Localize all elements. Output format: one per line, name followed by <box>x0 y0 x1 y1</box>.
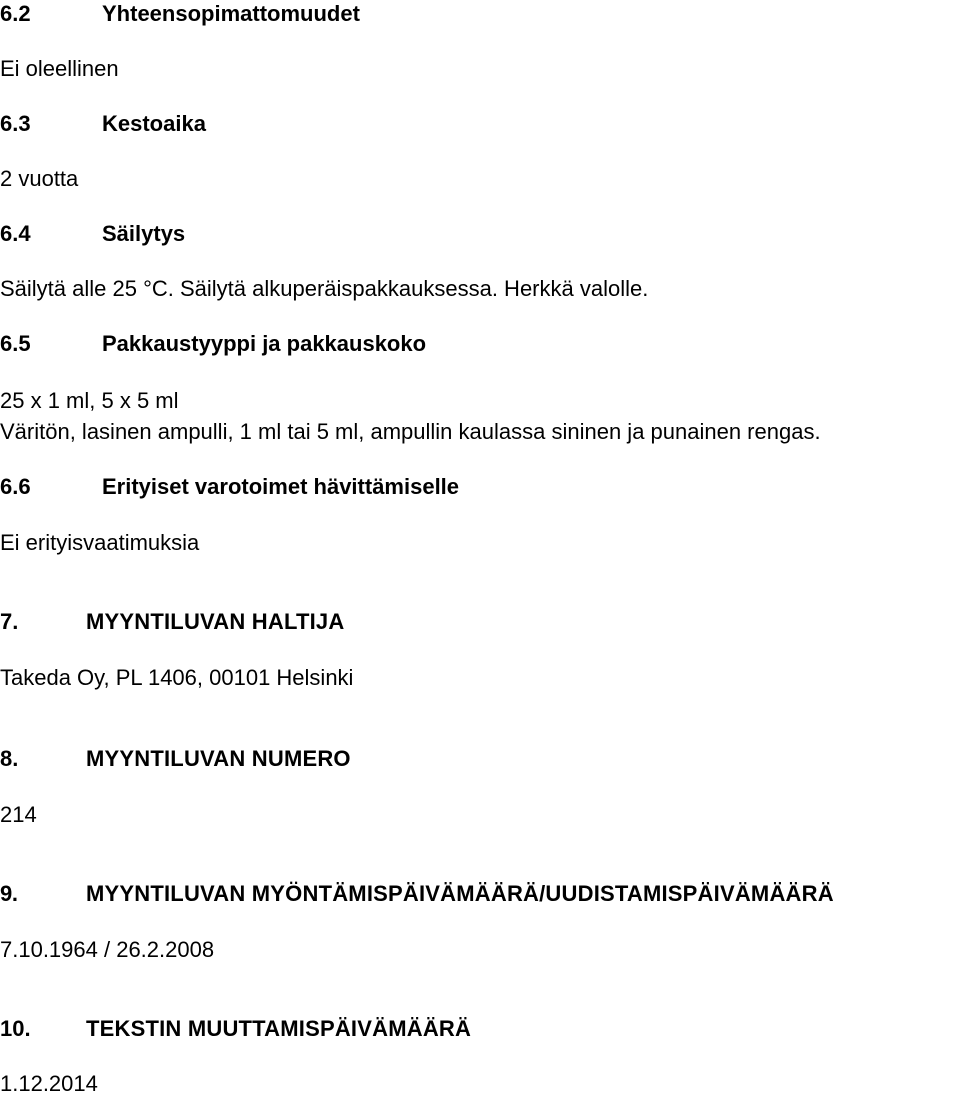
section-title: MYYNTILUVAN NUMERO <box>86 746 351 771</box>
section-title: Säilytys <box>102 221 186 246</box>
section-9-heading <box>0 880 834 908</box>
section-title: MYYNTILUVAN MYÖNTÄMISPÄIVÄMÄÄRÄ/UUDISTAMISPÄIVÄMÄÄRÄ <box>86 881 834 906</box>
section-number: 10. <box>0 1016 31 1041</box>
section-9-body: 7.10.1964 / 26.2.2008 <box>0 937 215 962</box>
section-title: MYYNTILUVAN HALTIJA <box>86 609 345 634</box>
section-6-5-heading <box>0 330 426 358</box>
section-6-3-heading <box>0 110 206 138</box>
section-8-body: 214 <box>0 802 37 827</box>
section-10-body: 1.12.2014 <box>0 1071 98 1096</box>
section-number: 9. <box>0 881 18 906</box>
section-title: Pakkaustyyppi ja pakkauskoko <box>102 331 427 356</box>
section-number: 8. <box>0 746 19 771</box>
section-6-4-heading <box>0 220 185 248</box>
section-6-5-body-line1: 25 x 1 ml, 5 x 5 ml <box>0 388 179 413</box>
section-6-3-body: 2 vuotta <box>0 166 79 191</box>
section-8-heading <box>0 745 351 773</box>
section-6-5-body-line2: Väritön, lasinen ampulli, 1 ml tai 5 ml, ampullin kaulassa sininen ja punainen rengas. <box>0 419 821 444</box>
section-number: 7. <box>0 609 19 634</box>
section-6-2-heading <box>0 0 360 28</box>
section-number: 6.3 <box>0 111 31 136</box>
section-number: 6.4 <box>0 221 31 246</box>
section-6-6-body: Ei erityisvaatimuksia <box>0 530 200 555</box>
section-title: Erityiset varotoimet hävittämiselle <box>102 474 460 499</box>
section-title: Kestoaika <box>102 111 206 136</box>
section-title: TEKSTIN MUUTTAMISPÄIVÄMÄÄRÄ <box>86 1016 472 1041</box>
section-6-6-heading <box>0 473 459 501</box>
section-number: 6.5 <box>0 331 31 356</box>
section-title: Yhteensopimattomuudet <box>102 1 360 26</box>
section-number: 6.2 <box>0 1 31 26</box>
section-7-heading <box>0 608 344 636</box>
section-6-2-body: Ei oleellinen <box>0 56 119 81</box>
section-6-4-body: Säilytä alle 25 °C. Säilytä alkuperäispakkauksessa. Herkkä valolle. <box>0 276 649 301</box>
section-number: 6.6 <box>0 474 31 499</box>
section-7-body: Takeda Oy, PL 1406, 00101 Helsinki <box>0 665 354 690</box>
section-10-heading <box>0 1015 471 1043</box>
